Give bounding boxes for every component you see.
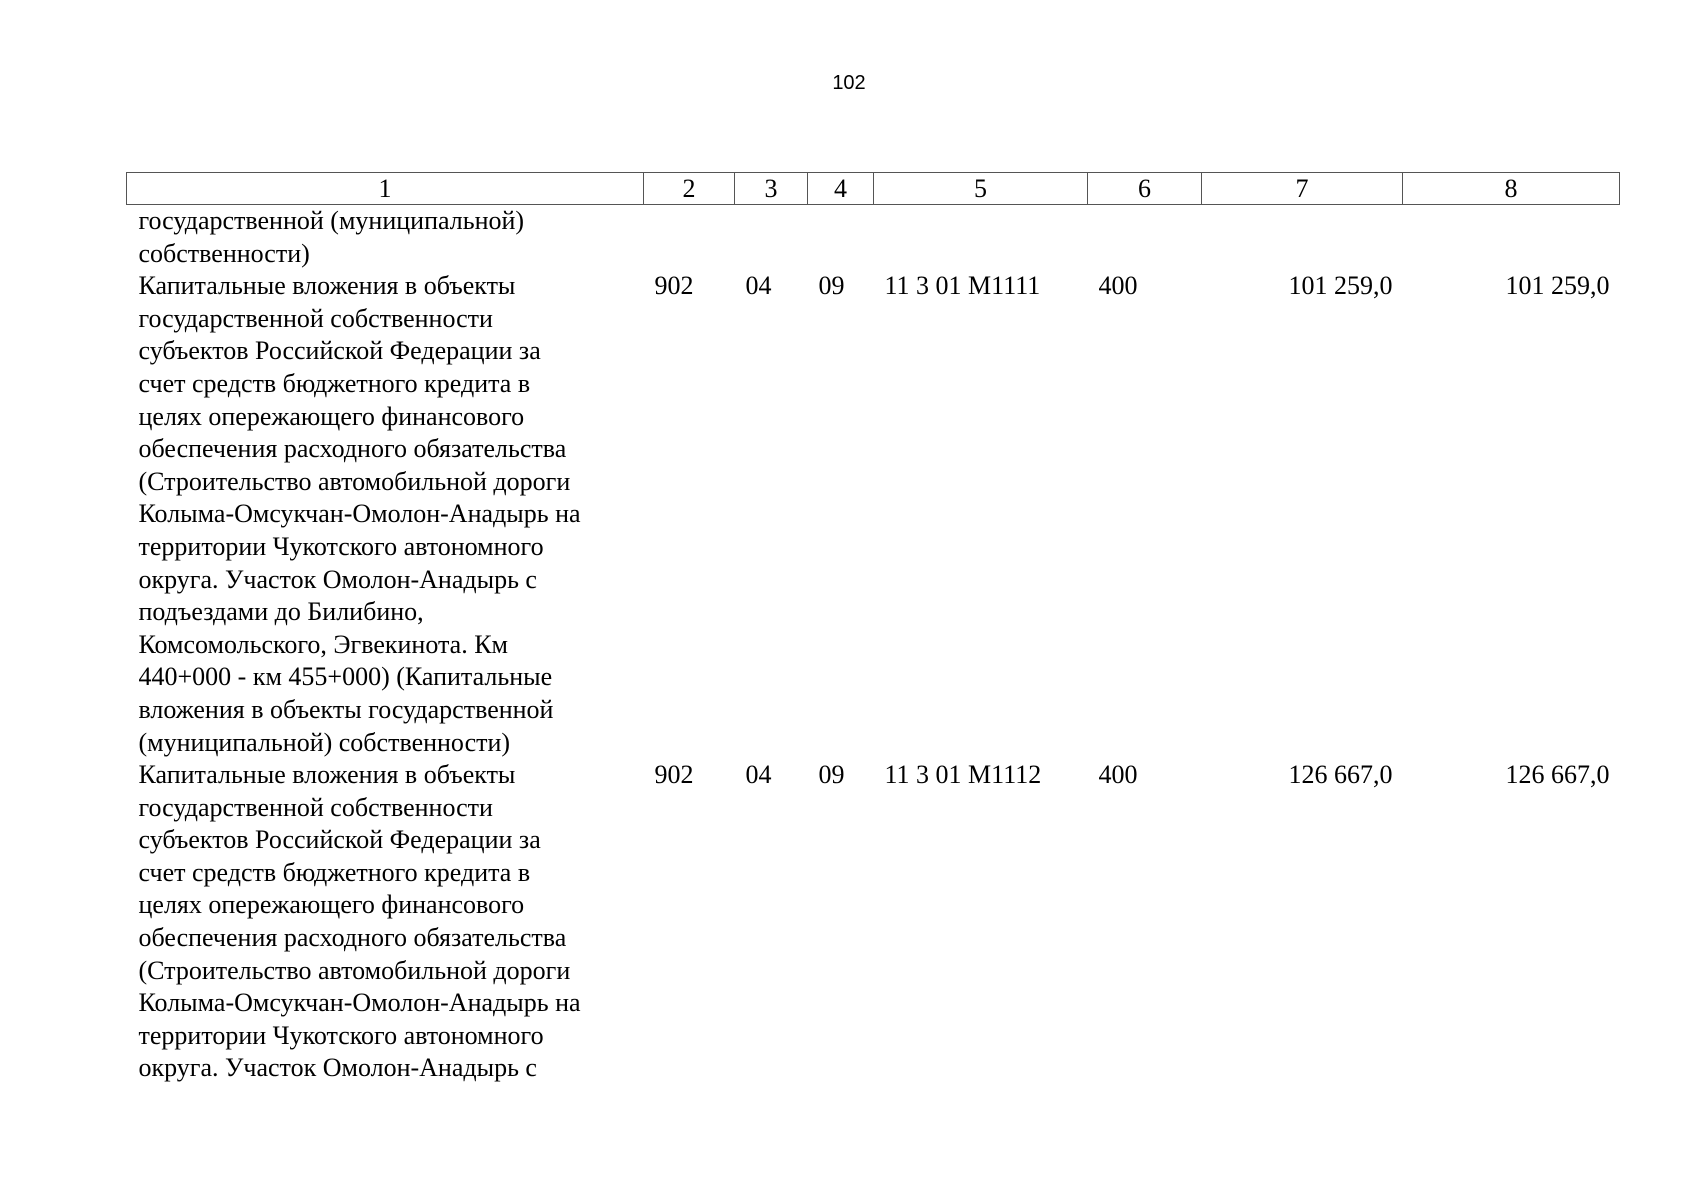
description-line: округа. Участок Омолон-Анадырь с bbox=[138, 564, 537, 594]
column-number-2: 2 bbox=[644, 173, 735, 205]
description-line: государственной (муниципальной) bbox=[138, 206, 525, 235]
description-line: (муниципальной) собственности) bbox=[138, 727, 511, 757]
description-line: субъектов Российской Федерации за bbox=[138, 825, 541, 855]
amount-col8: 101 259,0 bbox=[1505, 271, 1610, 301]
section-code bbox=[735, 205, 808, 271]
page-number: 102 bbox=[832, 72, 866, 94]
description-line: подъездами до Билибино, bbox=[138, 597, 424, 627]
description-line: Капитальные вложения в объекты bbox=[138, 271, 516, 301]
description-line: собственности) bbox=[138, 238, 310, 268]
column-number-4: 4 bbox=[808, 173, 874, 205]
subsection-code bbox=[808, 205, 874, 271]
description-line: Колыма-Омсукчан-Омолон-Анадырь на bbox=[138, 988, 581, 1018]
expense-type-code: 400 bbox=[1098, 271, 1138, 301]
description-line: (Строительство автомобильной дороги bbox=[138, 466, 571, 496]
column-number-6: 6 bbox=[1088, 173, 1202, 205]
description-line: счет средств бюджетного кредита в bbox=[138, 368, 531, 398]
description-line: государственной собственности bbox=[138, 303, 493, 333]
subsection-code: 09 bbox=[818, 760, 845, 790]
description-line: (Строительство автомобильной дороги bbox=[138, 955, 571, 985]
description-line: Колыма-Омсукчан-Омолон-Анадырь на bbox=[138, 499, 581, 529]
table-row bbox=[127, 205, 1620, 271]
amount-col7: 126 667,0 bbox=[1288, 760, 1393, 790]
amount-col8: 126 667,0 bbox=[1505, 760, 1610, 790]
target-article-code bbox=[874, 205, 1088, 271]
expense-type-code: 400 bbox=[1098, 760, 1138, 790]
column-number-1: 1 bbox=[127, 173, 644, 205]
description-line: счет средств бюджетного кредита в bbox=[138, 857, 531, 887]
description-line: обеспечения расходного обязательства bbox=[138, 923, 567, 953]
description-line: государственной собственности bbox=[138, 792, 493, 822]
expense-type-code bbox=[1088, 205, 1202, 271]
admin-code: 902 bbox=[654, 271, 694, 301]
subsection-code: 09 bbox=[818, 271, 845, 301]
amount-col8 bbox=[1403, 205, 1620, 271]
amount-col7: 101 259,0 bbox=[1288, 271, 1393, 301]
amount-col7 bbox=[1202, 205, 1403, 271]
table-row bbox=[127, 759, 1620, 1085]
column-number-7: 7 bbox=[1202, 173, 1403, 205]
column-number-3: 3 bbox=[735, 173, 808, 205]
table-row bbox=[127, 270, 1620, 759]
description-line: обеспечения расходного обязательства bbox=[138, 434, 567, 464]
description-line: 440+000 - км 455+000) (Капитальные bbox=[138, 662, 553, 692]
description-line: субъектов Российской Федерации за bbox=[138, 336, 541, 366]
description-line: целях опережающего финансового bbox=[138, 401, 525, 431]
section-code: 04 bbox=[745, 271, 772, 301]
description-line: вложения в объекты государственной bbox=[138, 694, 554, 724]
column-number-8: 8 bbox=[1403, 173, 1620, 205]
row-description bbox=[127, 759, 644, 1085]
target-article-code: 11 3 01 M1112 bbox=[884, 760, 1042, 790]
target-article-code: 11 3 01 M1111 bbox=[884, 271, 1041, 301]
column-number-5: 5 bbox=[874, 173, 1088, 205]
row-description bbox=[127, 205, 644, 271]
column-number-header-row bbox=[127, 173, 1620, 205]
admin-code: 902 bbox=[654, 760, 694, 790]
description-line: Комсомольского, Эгвекинота. Км bbox=[138, 629, 508, 659]
section-code: 04 bbox=[745, 760, 772, 790]
description-line: Капитальные вложения в объекты bbox=[138, 760, 516, 790]
admin-code bbox=[644, 205, 735, 271]
budget-table bbox=[126, 172, 1620, 1085]
row-description bbox=[127, 270, 644, 759]
description-line: территории Чукотского автономного bbox=[138, 1020, 544, 1050]
description-line: территории Чукотского автономного bbox=[138, 531, 544, 561]
description-line: округа. Участок Омолон-Анадырь с bbox=[138, 1053, 537, 1083]
description-line: целях опережающего финансового bbox=[138, 890, 525, 920]
